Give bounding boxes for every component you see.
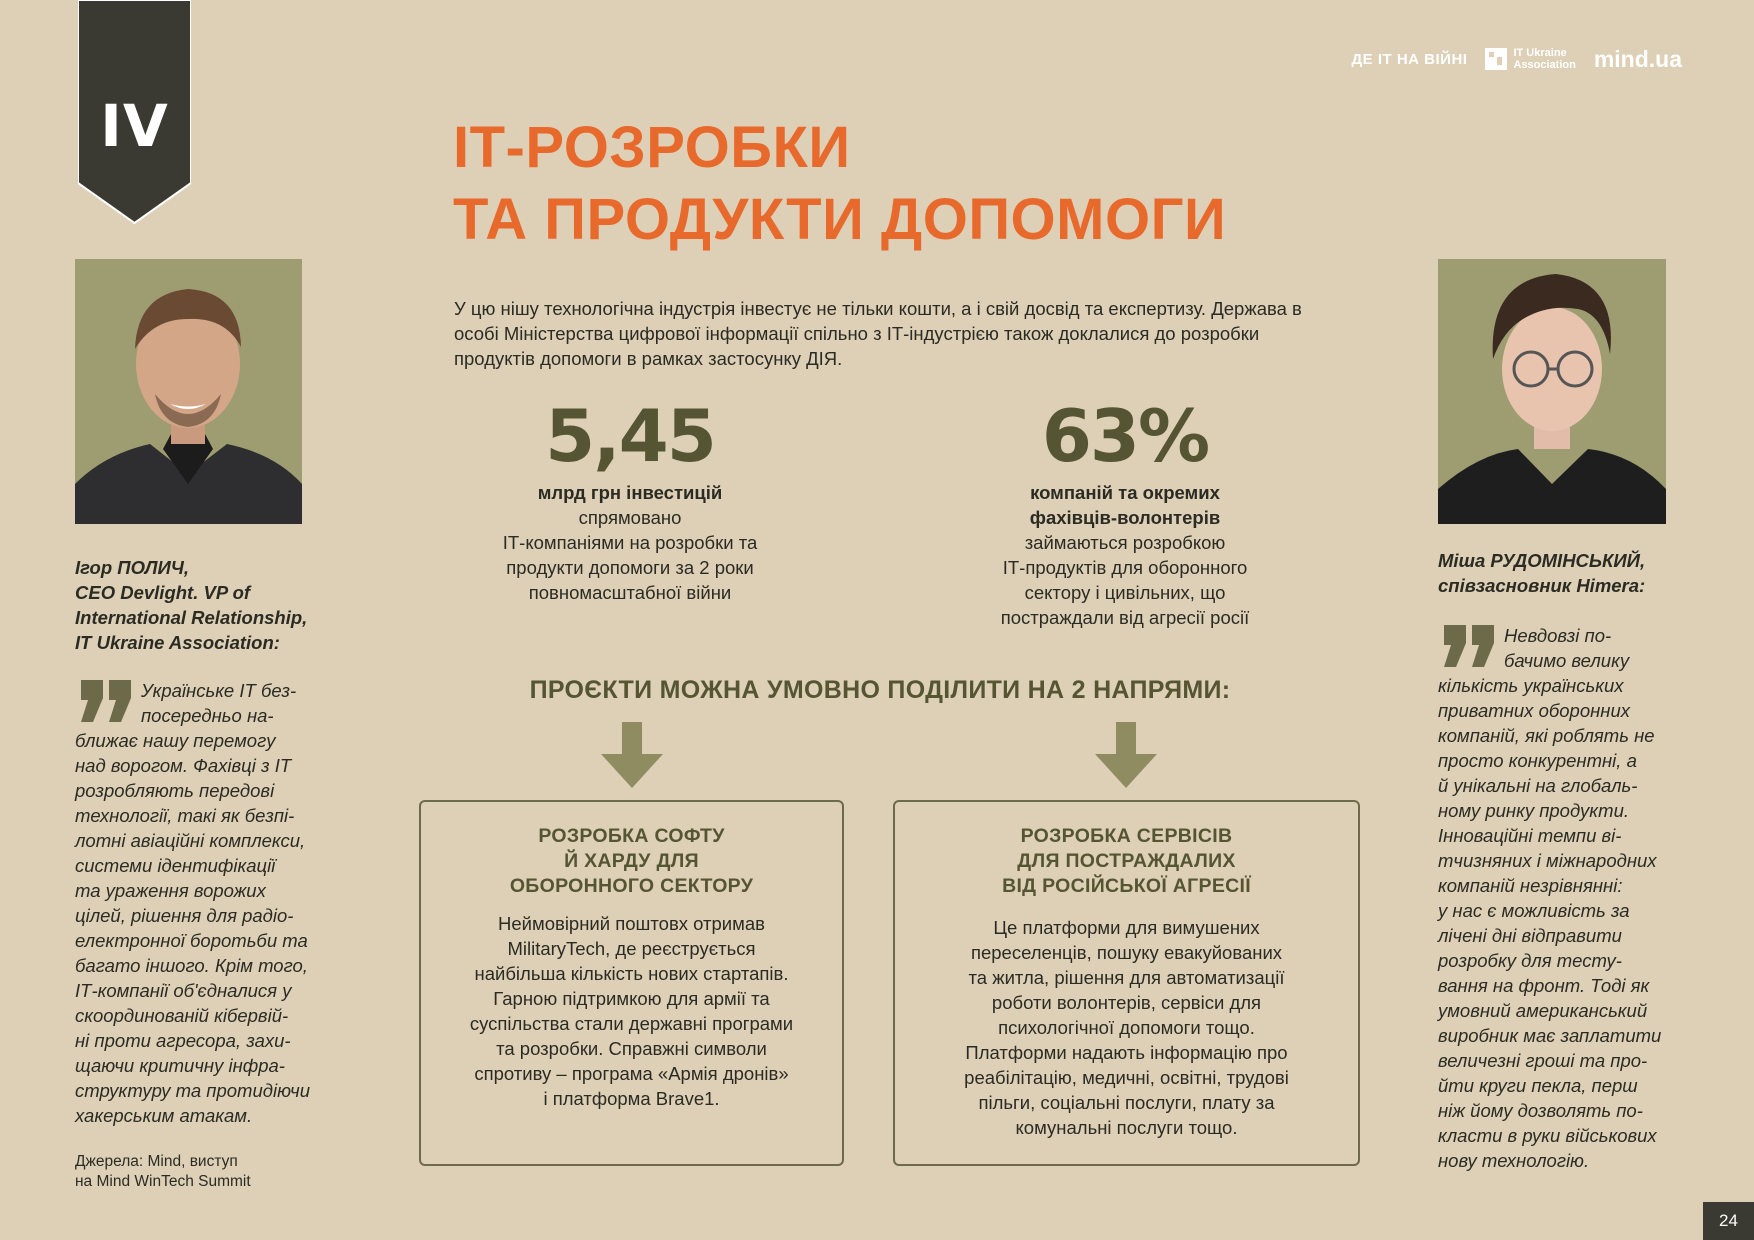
quote-line: класти в руки військових [1438, 1125, 1657, 1146]
left-quote [75, 678, 350, 1128]
stat-value: 63% [1041, 394, 1209, 478]
right-person-name [1438, 548, 1718, 598]
stat-line: спрямовано [578, 507, 682, 528]
source-line: Джерела: Mind, виступ [75, 1153, 238, 1170]
title-line-1: ІТ-РОЗРОБКИ [453, 115, 851, 180]
quote-line: ближає нашу перемогу [75, 730, 276, 751]
right-quote [1438, 623, 1703, 1173]
quote-line: компаній незрівнянні: [1438, 875, 1623, 896]
body-line: реабілітацію, медичні, освітні, трудові [964, 1067, 1289, 1088]
direction-body [895, 915, 1358, 1140]
quote-line: величезні гроші та про- [1438, 1050, 1648, 1071]
quote-line: ному ринку продукти. [1438, 800, 1630, 821]
logo-line-1: IT Ukraine [1513, 47, 1567, 59]
quote-line: розробляють передові [75, 780, 275, 801]
quote-line: багато іншого. Крім того, [75, 955, 308, 976]
body-line: пільги, соціальні послуги, плату за [978, 1092, 1275, 1113]
quote-line: ні проти агресора, захи- [75, 1030, 291, 1051]
it-ukraine-logo-icon [1485, 48, 1507, 70]
body-line: комунальні послуги тощо. [1015, 1117, 1238, 1138]
stat-companies [950, 394, 1300, 630]
quote-line: бачимо велику [1504, 650, 1630, 671]
body-line: і платформа Brave1. [543, 1088, 720, 1109]
quote-line: хакерським атакам. [75, 1105, 253, 1126]
quote-line: структуру та протидіючи [75, 1080, 311, 1101]
portrait-right [1438, 259, 1666, 524]
direction-box-services [893, 800, 1360, 1166]
it-ukraine-logo[interactable] [1485, 47, 1575, 71]
body-line: роботи волонтерів, сервіси для [991, 992, 1262, 1013]
title-line: ОБОРОННОГО СЕКТОРУ [509, 875, 754, 897]
quote-line: й унікальні на глобаль- [1438, 775, 1638, 796]
quote-line: лічені дні відправити [1438, 925, 1622, 946]
quote-line: Невдовзі по- [1504, 625, 1612, 646]
quote-line: цілей, рішення для радіо- [75, 905, 294, 926]
quote-line: щаючи критичну інфра- [75, 1055, 285, 1076]
body-line: спротиву – програма «Армія дронів» [474, 1063, 789, 1084]
quote-line: Українське ІТ без- [141, 680, 297, 701]
quote-line: йти круги пекла, перш [1438, 1075, 1638, 1096]
chapter-ribbon [78, 0, 191, 226]
stat-line: постраждали від агресії росії [1000, 607, 1250, 628]
body-line: переселенців, пошуку евакуйованих [970, 942, 1283, 963]
source-line: на Mind WinTech Summit [75, 1173, 251, 1190]
title-line: Й ХАРДУ ДЛЯ [564, 850, 699, 872]
logo-line-2: Association [1513, 59, 1576, 71]
quote-line: Інноваційні темпи ві- [1438, 825, 1622, 846]
quote-line: системи ідентифікації [75, 855, 276, 876]
direction-box-defense [419, 800, 844, 1166]
quote-line: виробник має заплатити [1438, 1025, 1662, 1046]
section-heading: ПРОЄКТИ МОЖНА УМОВНО ПОДІЛИТИ НА 2 НАПРЯМИ: [529, 676, 1231, 704]
stat-line: повномасштабної війни [528, 582, 732, 603]
quote-line: компаній, які роблять не [1438, 725, 1655, 746]
title-line: РОЗРОБКА СЕРВІСІВ [1020, 825, 1233, 847]
body-line: суспільства стали державні програми [469, 1013, 794, 1034]
quote-line: та ураження ворожих [75, 880, 266, 901]
stat-line: ІТ-компаніями на розробки та [502, 532, 758, 553]
quote-line: просто конкурентні, а [1438, 750, 1637, 771]
title-line-2: ТА ПРОДУКТИ ДОПОМОГИ [453, 187, 1227, 252]
header-bar [1351, 44, 1682, 74]
quote-line: у нас є можливість за [1438, 900, 1630, 921]
body-line: MilitaryTech, де реєструється [507, 938, 756, 959]
body-line: Це платформи для вимушених [993, 917, 1260, 938]
stat-bold: млрд грн інвестицій [537, 482, 723, 503]
body-line: та розробки. Справжні символи [496, 1038, 767, 1059]
page-title [453, 112, 1226, 256]
quote-line: приватних оборонних [1438, 700, 1631, 721]
quote-line: електронної боротьби та [75, 930, 308, 951]
name-line: співзасновник Himera: [1438, 575, 1646, 596]
left-person-name [75, 555, 355, 655]
stat-line: продукти допомоги за 2 роки [506, 557, 754, 578]
section-label: ДЕ ІТ НА ВІЙНІ [1351, 50, 1468, 68]
quote-line: кількість українських [1438, 675, 1624, 696]
quote-line: умовний американський [1438, 1000, 1648, 1021]
stat-investments [460, 394, 800, 605]
title-line: ВІД РОСІЙСЬКОЇ АГРЕСІЇ [1002, 875, 1251, 897]
title-line: РОЗРОБКА СОФТУ [538, 825, 725, 847]
body-line: найбільша кількість нових стартапів. [474, 963, 789, 984]
arrow-down-icon [601, 722, 663, 788]
name-line: International Relationship, [75, 607, 308, 628]
intro-paragraph: У цю нішу технологічна індустрія інвестує не тільки кошти, а і свій досвід та експертизу. Держава в особі Міністерства цифрової інформації спільно з ІТ-індустрією також доклалися до розробки продуктів допомоги в рамках застосунку ДІЯ. [454, 298, 1302, 369]
quote-line: лотні авіаційні комплекси, [75, 830, 306, 851]
sources-note [75, 1152, 315, 1192]
page-number: 24 [1703, 1202, 1754, 1240]
quote-mark-icon [1438, 625, 1498, 669]
quote-line: над ворогом. Фахівці з ІТ [75, 755, 292, 776]
person-portrait-image [75, 259, 302, 524]
stat-bold: фахівців-волонтерів [1029, 507, 1221, 528]
name-line: IT Ukraine Association: [75, 632, 280, 653]
body-line: Платформи надають інформацію про [965, 1042, 1288, 1063]
body-line: та житла, рішення для автоматизації [968, 967, 1285, 988]
quote-line: скоординованій кібервій- [75, 1005, 289, 1026]
stat-line: займаються розробкою [1024, 532, 1226, 553]
body-line: Неймовірний поштовх отримав [498, 913, 765, 934]
body-line: Гарною підтримкою для армії та [493, 988, 770, 1009]
stat-line: ІТ-продуктів для оборонного [1002, 557, 1248, 578]
quote-mark-icon [75, 680, 135, 724]
chapter-number: IV [100, 92, 169, 160]
quote-line: посередньо на- [141, 705, 274, 726]
quote-line: технології, такі як безпі- [75, 805, 295, 826]
stat-bold: компаній та окремих [1030, 482, 1220, 503]
direction-title [421, 824, 842, 899]
portrait-left [75, 259, 302, 524]
quote-line: ніж йому дозволять по- [1438, 1100, 1643, 1121]
stat-line: сектору і цивільних, що [1024, 582, 1226, 603]
body-line: психологічної допомоги тощо. [998, 1017, 1255, 1038]
arrow-down-icon [1095, 722, 1157, 788]
name-line: Міша РУДОМІНСЬКИЙ, [1438, 550, 1646, 571]
direction-title [895, 824, 1358, 899]
stat-value: 5,45 [545, 394, 715, 478]
quote-line: розробку для тесту- [1438, 950, 1622, 971]
direction-body [421, 911, 842, 1111]
quote-line: нову технологію. [1438, 1150, 1590, 1171]
title-line: ДЛЯ ПОСТРАЖДАЛИХ [1017, 850, 1236, 872]
quote-line: ІТ-компанії об'єдналися у [75, 980, 292, 1001]
name-line: CEO Devlight. VP of [75, 582, 251, 603]
quote-line: вання на фронт. Тоді як [1438, 975, 1650, 996]
mind-logo[interactable]: mind.ua [1593, 45, 1682, 72]
name-line: Ігор ПОЛИЧ, [75, 557, 189, 578]
person-portrait-image [1438, 259, 1666, 524]
quote-line: тчизняних і міжнародних [1438, 850, 1657, 871]
